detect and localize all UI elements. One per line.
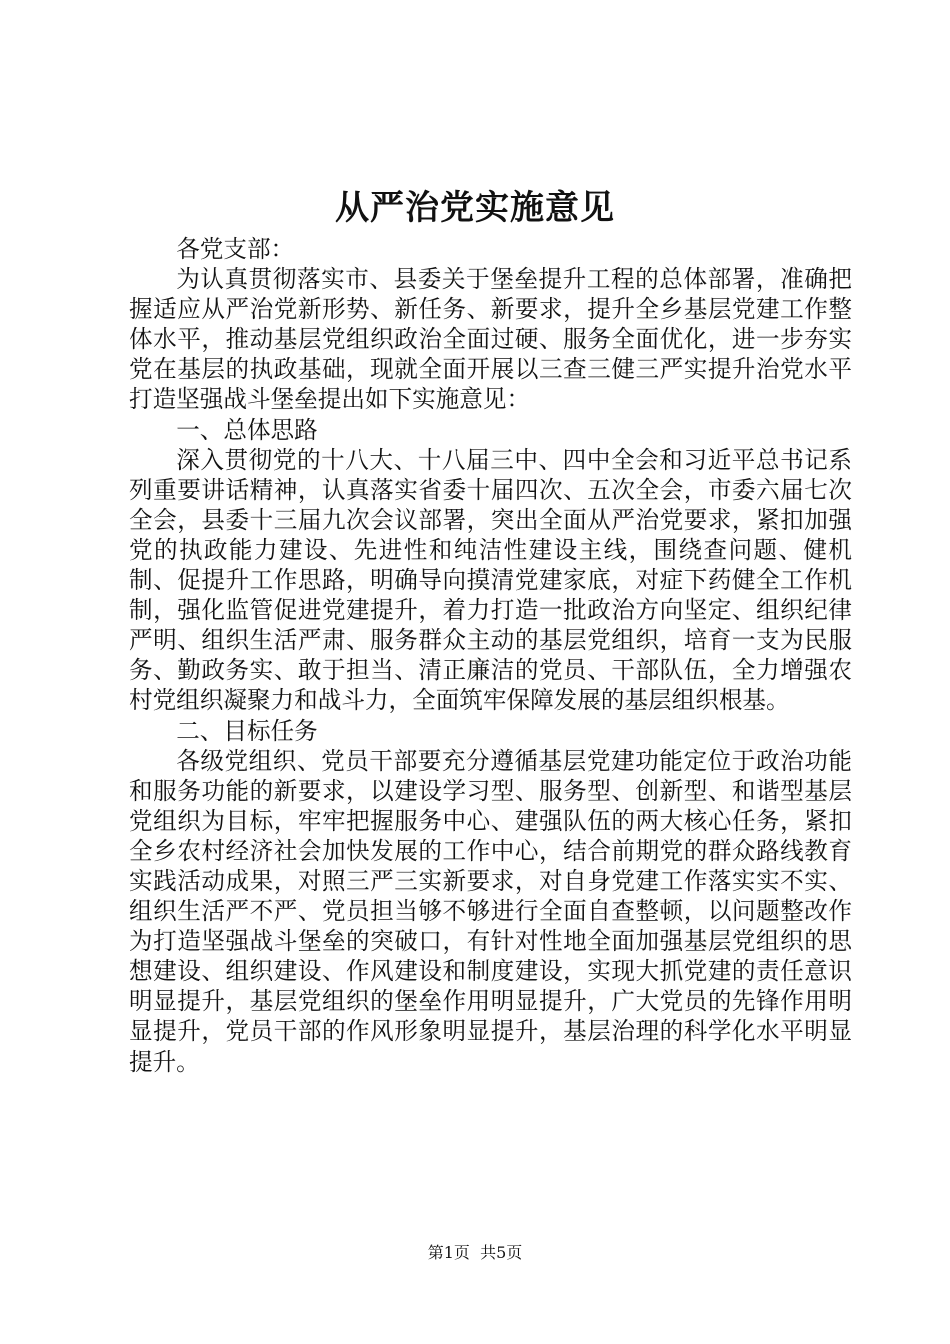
- section-paragraph-1: 深入贯彻党的十八大、十八届三中、四中全会和习近平总书记系列重要讲话精神，认真落实省委十届四次、五次全会，市委六届七次全会，县委十三届九次会议部署，突出全面从严治党要求，紧扣加强党的执政能力建设、先进性和纯洁性建设主线，围绕查问题、健机制、促提升工作思路，明确导向摸清党建家底，对症下药健全工作机制，强化监管促进党建提升，着力打造一批政治方向坚定、组织纪律严明、组织生活严肃、服务群众主动的基层党组织，培育一支为民服务、勤政务实、敢于担当、清正廉洁的党员、干部队伍，全力增强农村党组织凝聚力和战斗力，全面筑牢保障发展的基层组织根基。: [129, 445, 852, 715]
- page-number: 第1页: [427, 1243, 470, 1262]
- intro-paragraph: 为认真贯彻落实市、县委关于堡垒提升工程的总体部署，准确把握适应从严治党新形势、新任务、新要求，提升全乡基层党建工作整体水平，推动基层党组织政治全面过硬、服务全面优化，进一步夯实党在基层的执政基础，现就全面开展以三查三健三严实提升治党水平打造坚强战斗堡垒提出如下实施意见：: [129, 265, 852, 414]
- section-heading-2: 二、目标任务: [176, 716, 318, 745]
- section-paragraph-2: 各级党组织、党员干部要充分遵循基层党建功能定位于政治功能和服务功能的新要求，以建设学习型、服务型、创新型、和谐型基层党组织为目标，牢牢把握服务中心、建强队伍的两大核心任务，紧扣全乡农村经济社会加快发展的工作中心，结合前期党的群众路线教育实践活动成果，对照三严三实新要求，对自身党建工作落实实不实、组织生活严不严、党员担当够不够进行全面自查整顿，以问题整改作为打造坚强战斗堡垒的突破口，有针对性地全面加强基层党组织的思想建设、组织建设、作风建设和制度建设，实现大抓党建的责任意识明显提升，基层党组织的堡垒作用明显提升，广大党员的先锋作用明显提升，党员干部的作风形象明显提升，基层治理的科学化水平明显提升。: [129, 746, 852, 1076]
- section-heading-1: 一、总体思路: [176, 415, 318, 444]
- page-total: 共5页: [480, 1243, 523, 1262]
- document-title: 从严治党实施意见: [335, 188, 615, 228]
- salutation: 各党支部：: [176, 235, 295, 263]
- footer-spacer: [470, 1243, 480, 1262]
- page-footer: [0, 1238, 950, 1268]
- document-body: [129, 234, 852, 1077]
